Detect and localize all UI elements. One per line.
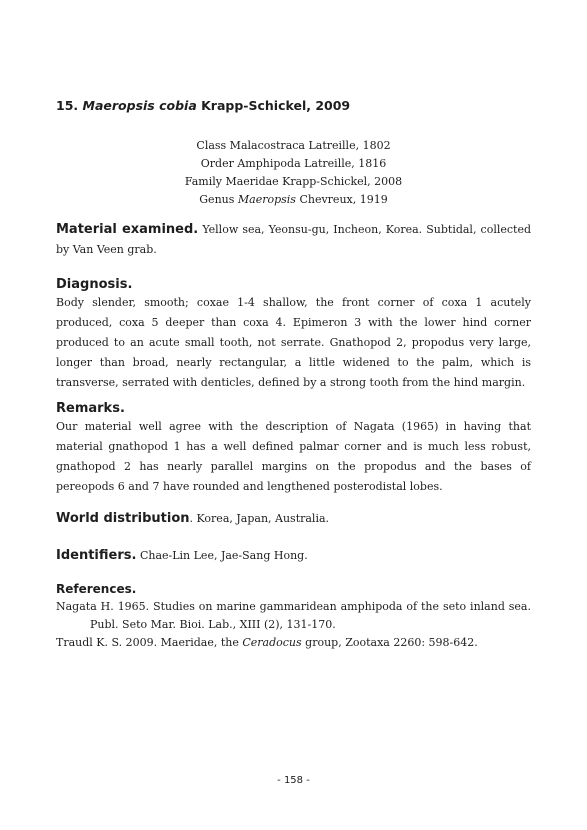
taxonomy-genus xyxy=(56,191,531,209)
material-examined-text: Yellow sea, Yeonsu-gu, Incheon, Korea. Subtidal, collected by Van Veen grab. xyxy=(56,223,531,256)
reference-suffix: group, Zootaxa 2260: 598-642. xyxy=(305,636,478,649)
reference-italic-genus: Ceradocus xyxy=(242,636,302,649)
references-list xyxy=(56,598,531,652)
reference-item xyxy=(56,634,531,652)
identifiers-section xyxy=(56,546,531,566)
remarks-text: Our material well agree with the description of Nagata (1965) in having that material gnathopod 1 has a well defined palmar corner and is much less robust, gnathopod 2 has nearly parallel margins on the propodus and the bases of pereopods 6 and 7 have rounded and lengthened posterodistal lobes. xyxy=(56,420,531,493)
species-title xyxy=(56,98,350,113)
taxonomy-genus-prefix: Genus xyxy=(199,193,235,206)
diagnosis-section xyxy=(56,293,531,393)
species-number: 15. xyxy=(56,98,79,113)
reference-item: Nagata H. 1965. Studies on marine gammaridean amphipoda of the seto inland sea. Publ. Seto Mar. Bioi. Lab., XIII (2), 131-170. xyxy=(56,600,531,631)
material-examined-section xyxy=(56,220,531,260)
species-authority: Krapp-Schickel, 2009 xyxy=(201,98,351,113)
identifiers-heading: Identifiers. xyxy=(56,548,137,563)
world-distribution-text: . Korea, Japan, Australia. xyxy=(189,512,330,525)
taxonomy-family: Family Maeridae Krapp-Schickel, 2008 xyxy=(184,175,403,188)
taxonomy-genus-name: Maeropsis xyxy=(237,193,296,206)
remarks-heading: Remarks. xyxy=(56,401,125,416)
identifiers-text: Chae-Lin Lee, Jae-Sang Hong. xyxy=(139,549,308,562)
species-name: Maeropsis cobia xyxy=(82,98,197,113)
references-heading: References. xyxy=(56,582,137,596)
taxonomy-class: Class Malacostraca Latreille, 1802 xyxy=(196,139,391,152)
remarks-section xyxy=(56,417,531,497)
diagnosis-heading: Diagnosis. xyxy=(56,277,133,292)
taxonomy-order: Order Amphipoda Latreille, 1816 xyxy=(200,157,387,170)
page-number: - 158 - xyxy=(277,775,310,786)
reference-prefix: Traudl K. S. 2009. Maeridae, the xyxy=(56,636,239,649)
diagnosis-text: Body slender, smooth; coxae 1-4 shallow, the front corner of coxa 1 acutely produced, coxa 5 deeper than coxa 4. Epimeron 3 with the lower hind corner produced to an acute small tooth, not serrate. Gnathopod 2, propodus very large, longer than broad, nearly rectangular, a little widened to the palm, which is transverse, serrated with denticles, defined by a strong tooth from the hind margin. xyxy=(56,296,531,389)
world-distribution-section xyxy=(56,509,531,529)
material-examined-heading: Material examined. xyxy=(56,222,199,237)
world-distribution-heading: World distribution xyxy=(56,511,190,526)
taxonomy-genus-authority: Chevreux, 1919 xyxy=(299,193,388,206)
taxonomy-block xyxy=(56,137,531,209)
